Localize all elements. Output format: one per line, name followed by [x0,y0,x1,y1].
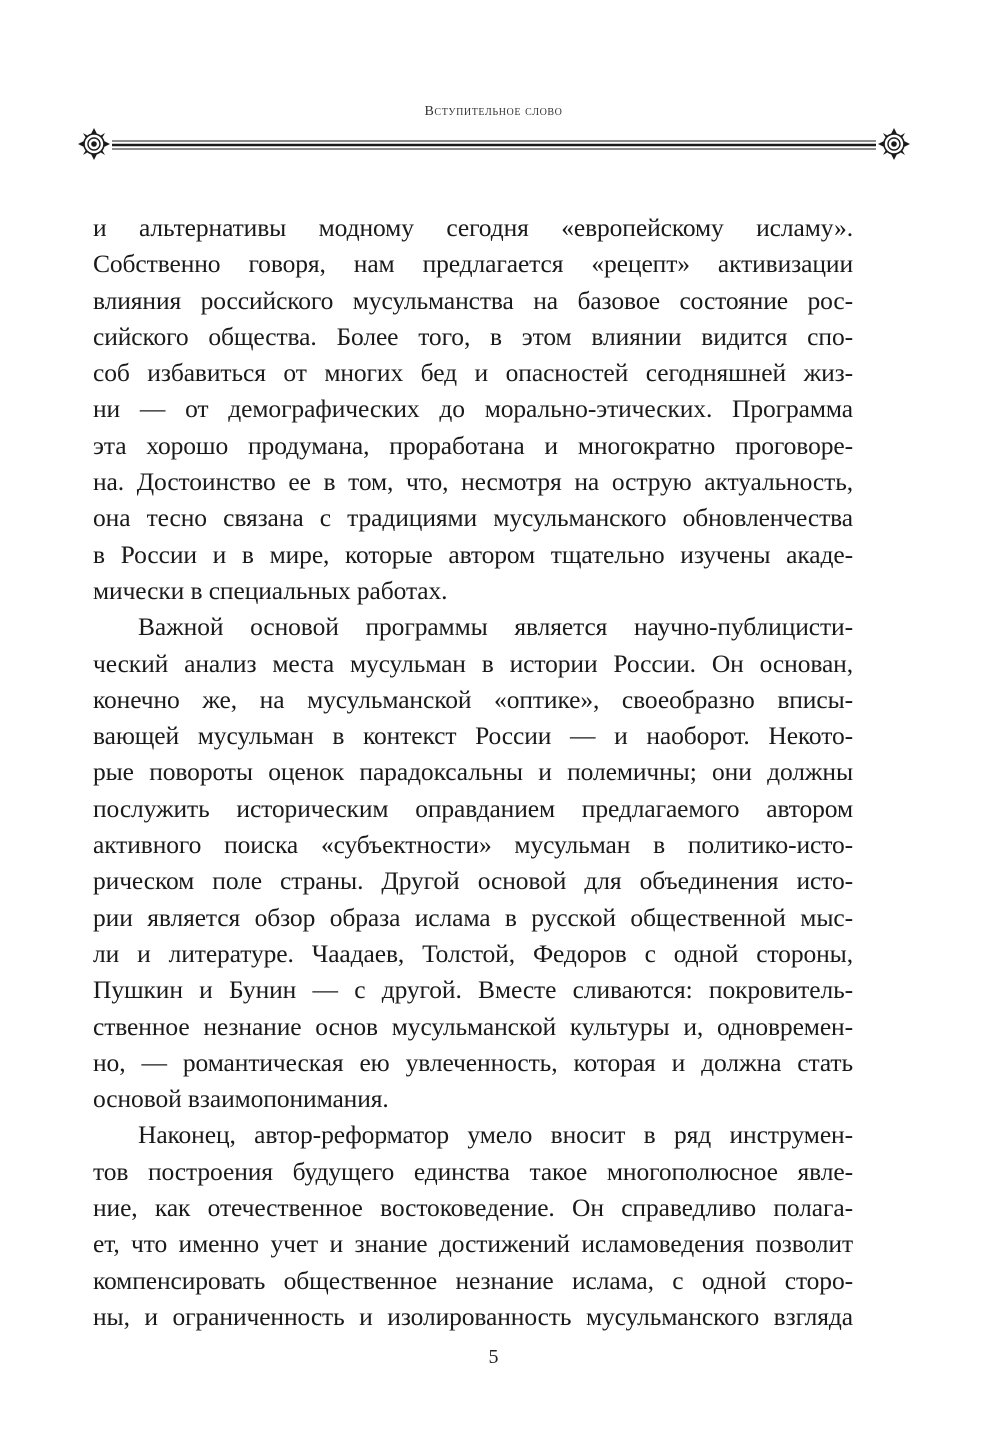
ornamental-header-rule [74,124,914,164]
text-line: сийского общества. Более того, в этом влиянии видится спо- [93,321,853,351]
text-line: ли и литературе. Чаадаев, Толстой, Федоров с одной стороны, [93,938,853,968]
text-line: рии является обзор образа ислама в русской общественной мыс- [93,902,853,932]
text-line: в России и в мире, которые автором тщательно изучены акаде- [93,539,853,569]
text-line: рые повороты оценок парадоксальны и полемичны; они должны [93,757,853,787]
paragraph-2 [93,609,853,1117]
text-line: Важной основой программы является научно-публицисти- [138,612,853,642]
text-line: тов построения будущего единства такое многополюсное явле- [93,1156,853,1186]
text-line: эта хорошо продумана, проработана и многократно проговоре- [93,430,853,460]
text-line: ни — от демографических до морально-этических. Программа [93,394,853,424]
running-header-title: Вступительное слово [424,104,563,119]
text-line: основой взаимопонимания. [93,1084,389,1114]
text-line: ческий анализ места мусульман в истории России. Он основан, [93,648,853,678]
text-line: ет, что именно учет и знание достижений исламоведения позволит [93,1229,853,1259]
text-line: вающей мусульман в контекст России — и наоборот. Некото- [93,721,853,751]
body-text [93,210,853,1335]
text-line: влияния российского мусульманства на базовое состояние рос- [93,285,853,315]
text-line: активного поиска «субъектности» мусульман в политико-исто- [93,830,853,860]
text-line: Наконец, автор-реформатор умело вносит в ряд инструмен- [138,1120,853,1150]
text-line: конечно же, на мусульманской «оптике», своеобразно вписы- [93,684,853,714]
text-line: ны, и ограниченность и изолированность мусульманского взгляда [93,1301,853,1331]
text-line: но, — романтическая ею увлеченность, которая и должна стать [93,1047,853,1077]
text-line: и альтернативы модному сегодня «европейскому исламу». [93,213,853,242]
text-line: ственное незнание основ мусульманской культуры и, одновремен- [93,1011,853,1041]
text-line: послужить историческим оправданием предлагаемого автором [93,793,853,823]
right-flourish-icon [878,128,910,160]
text-line: ние, как отечественное востоковедение. Он справедливо полага- [93,1193,853,1223]
text-line: соб избавиться от многих бед и опасностей сегодняшней жиз- [93,358,853,388]
text-line: Собственно говоря, нам предлагается «рецепт» активизации [93,249,853,279]
paragraph-1 [93,210,853,609]
text-line: мически в специальных работах. [93,575,448,605]
header-rule-lines [112,141,876,149]
text-line: на. Достоинство ее в том, что, несмотря на острую актуальность, [93,467,853,497]
text-line: Пушкин и Бунин — с другой. Вместе сливаются: покровитель- [93,975,853,1005]
paragraph-3 [93,1117,853,1335]
page-number: 5 [488,1346,499,1368]
left-flourish-icon [78,128,110,160]
text-line: компенсировать общественное незнание ислама, с одной сторо- [93,1265,853,1295]
text-line: она тесно связана с традициями мусульманского обновленчества [93,503,853,533]
text-line: рическом поле страны. Другой основой для объединения исто- [93,866,853,896]
